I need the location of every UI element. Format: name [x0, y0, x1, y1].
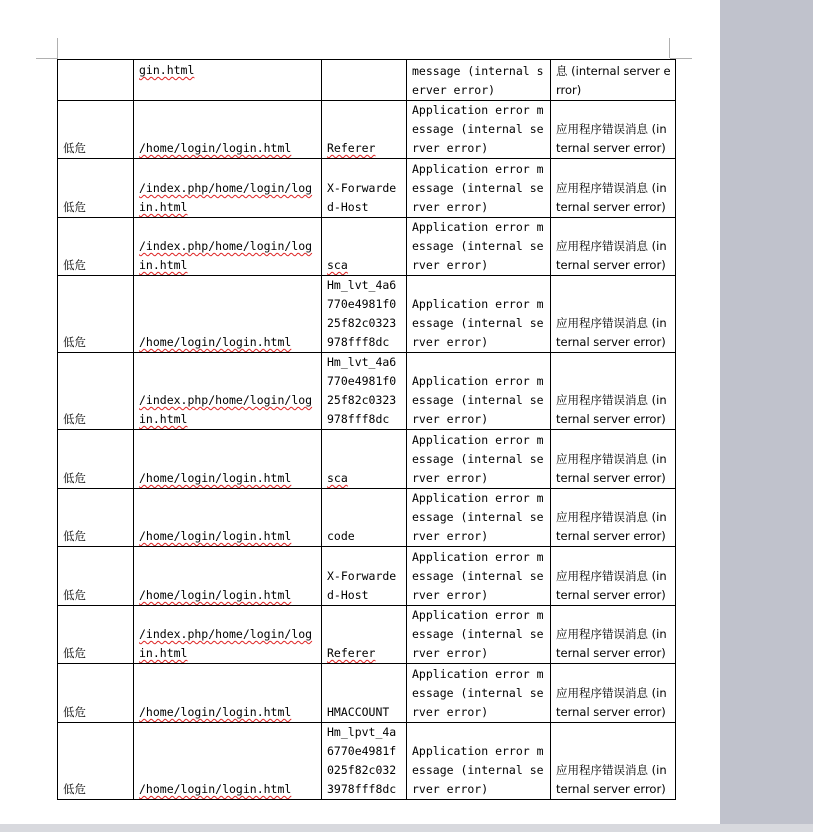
error-message-en-cell: Application error message (internal server error)	[407, 606, 551, 664]
risk-level-cell: 低危	[58, 664, 134, 723]
risk-level-cell: 低危	[58, 353, 134, 430]
url-path-cell: /home/login/login.html	[134, 723, 322, 800]
risk-level-cell: 低危	[58, 547, 134, 606]
table-row	[58, 547, 676, 606]
table-row	[58, 218, 676, 276]
url-path-cell: /home/login/login.html	[134, 430, 322, 489]
risk-level-cell: 低危	[58, 276, 134, 353]
risk-level-cell: 低危	[58, 723, 134, 800]
table-row	[58, 489, 676, 547]
parameter-cell: Hm_lvt_4a6770e4981f025f82c0323978fff8dc	[322, 276, 407, 353]
url-path-cell: /index.php/home/login/login.html	[134, 606, 322, 664]
error-message-en-cell: Application error message (internal server error)	[407, 101, 551, 159]
error-message-en-cell: Application error message (internal server error)	[407, 664, 551, 723]
risk-level-cell: 低危	[58, 159, 134, 218]
parameter-cell: sca	[322, 218, 407, 276]
risk-level-cell: 低危	[58, 218, 134, 276]
table-row	[58, 101, 676, 159]
error-message-cn-cell: 应用程序错误消息 (internal server error)	[551, 101, 676, 159]
error-message-cn-cell: 应用程序错误消息 (internal server error)	[551, 723, 676, 800]
error-message-cn-cell: 应用程序错误消息 (internal server error)	[551, 159, 676, 218]
risk-level-cell: 低危	[58, 489, 134, 547]
error-message-cn-cell: 息 (internal server error)	[551, 60, 676, 101]
risk-level-cell: 低危	[58, 101, 134, 159]
error-message-en-cell: Application error message (internal server error)	[407, 218, 551, 276]
url-path-cell: /index.php/home/login/login.html	[134, 159, 322, 218]
error-message-cn-cell: 应用程序错误消息 (internal server error)	[551, 489, 676, 547]
risk-level-cell: 低危	[58, 430, 134, 489]
error-message-cn-cell: 应用程序错误消息 (internal server error)	[551, 547, 676, 606]
error-message-cn-cell: 应用程序错误消息 (internal server error)	[551, 430, 676, 489]
parameter-cell: X-Forwarded-Host	[322, 159, 407, 218]
url-path-cell: /index.php/home/login/login.html	[134, 218, 322, 276]
table-row	[58, 723, 676, 800]
table-row	[58, 159, 676, 218]
margin-corner-mark	[36, 58, 58, 59]
parameter-cell: Hm_lpvt_4a6770e4981f025f82c0323978fff8dc	[322, 723, 407, 800]
table-row	[58, 664, 676, 723]
url-path-cell: /home/login/login.html	[134, 664, 322, 723]
margin-corner-mark	[669, 38, 670, 58]
error-message-cn-cell: 应用程序错误消息 (internal server error)	[551, 276, 676, 353]
table-row	[58, 606, 676, 664]
error-message-cn-cell: 应用程序错误消息 (internal server error)	[551, 664, 676, 723]
error-message-en-cell: Application error message (internal server error)	[407, 489, 551, 547]
table-row	[58, 430, 676, 489]
error-message-en-cell: Application error message (internal server error)	[407, 353, 551, 430]
parameter-cell: Hm_lvt_4a6770e4981f025f82c0323978fff8dc	[322, 353, 407, 430]
error-message-en-cell: Application error message (internal server error)	[407, 276, 551, 353]
table-row	[58, 353, 676, 430]
parameter-cell	[322, 60, 407, 101]
parameter-cell: X-Forwarded-Host	[322, 547, 407, 606]
error-message-en-cell: Application error message (internal server error)	[407, 159, 551, 218]
parameter-cell: Referer	[322, 101, 407, 159]
error-message-cn-cell: 应用程序错误消息 (internal server error)	[551, 218, 676, 276]
url-path-cell: gin.html	[134, 60, 322, 101]
margin-corner-mark	[57, 38, 58, 58]
error-message-en-cell: message (internal server error)	[407, 60, 551, 101]
parameter-cell: HMACCOUNT	[322, 664, 407, 723]
error-message-en-cell: Application error message (internal server error)	[407, 547, 551, 606]
url-path-cell: /home/login/login.html	[134, 101, 322, 159]
url-path-cell: /home/login/login.html	[134, 547, 322, 606]
table-row	[58, 276, 676, 353]
error-message-cn-cell: 应用程序错误消息 (internal server error)	[551, 353, 676, 430]
error-message-en-cell: Application error message (internal server error)	[407, 723, 551, 800]
parameter-cell: Referer	[322, 606, 407, 664]
workspace-bottom-edge	[0, 824, 813, 832]
risk-level-cell: 低危	[58, 606, 134, 664]
risk-level-cell	[58, 60, 134, 101]
vulnerability-table	[57, 59, 676, 800]
url-path-cell: /home/login/login.html	[134, 276, 322, 353]
url-path-cell: /index.php/home/login/login.html	[134, 353, 322, 430]
error-message-en-cell: Application error message (internal server error)	[407, 430, 551, 489]
error-message-cn-cell: 应用程序错误消息 (internal server error)	[551, 606, 676, 664]
url-path-cell: /home/login/login.html	[134, 489, 322, 547]
parameter-cell: sca	[322, 430, 407, 489]
parameter-cell: code	[322, 489, 407, 547]
table-row	[58, 60, 676, 101]
